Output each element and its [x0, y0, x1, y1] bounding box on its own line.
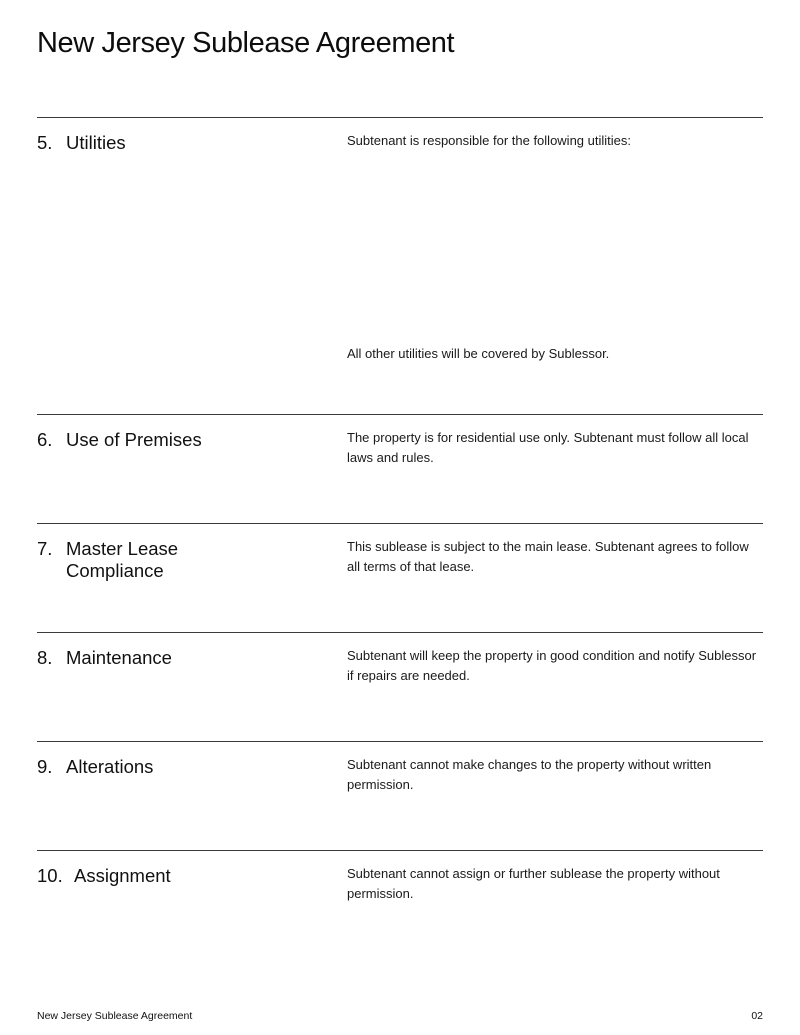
section-master-lease-compliance — [37, 523, 763, 633]
section-title: Use of Premises — [66, 429, 202, 450]
section-body: This sublease is subject to the main lease. Subtenant agrees to follow all terms of that lease. — [347, 539, 749, 574]
section-body: The property is for residential use only. Subtenant must follow all local laws and rules. — [347, 430, 749, 465]
section-heading — [37, 429, 327, 451]
section-title: Alterations — [66, 756, 154, 777]
section-body: Subtenant cannot assign or further sublease the property without permission. — [347, 866, 720, 901]
section-body-note: All other utilities will be covered by Sublessor. — [347, 346, 610, 361]
section-number: 10. — [37, 865, 63, 886]
document-title: New Jersey Sublease Agreement — [37, 27, 455, 59]
section-heading — [37, 132, 327, 154]
section-body: Subtenant cannot make changes to the property without written permission. — [347, 757, 712, 792]
section-number: 5. — [37, 132, 53, 153]
footer-document-name: New Jersey Sublease Agreement — [37, 1010, 193, 1022]
section-number: 7. — [37, 538, 53, 559]
section-number: 8. — [37, 647, 53, 668]
section-heading — [37, 865, 327, 887]
section-title: Master Lease Compliance — [66, 538, 179, 581]
section-number: 6. — [37, 429, 53, 450]
section-heading — [37, 647, 327, 669]
section-heading — [37, 538, 327, 582]
section-alterations — [37, 741, 763, 851]
section-body: Subtenant is responsible for the following utilities: — [347, 133, 631, 148]
section-utilities — [37, 117, 763, 415]
section-assignment — [37, 850, 763, 960]
section-body: Subtenant will keep the property in good condition and notify Sublessor if repairs are needed. — [347, 648, 757, 683]
section-number: 9. — [37, 756, 53, 777]
section-title: Maintenance — [66, 647, 172, 668]
footer-page-number: 02 — [751, 1010, 763, 1022]
section-title: Assignment — [74, 865, 171, 886]
section-title: Utilities — [66, 132, 126, 153]
section-heading — [37, 756, 327, 778]
section-use-of-premises — [37, 414, 763, 524]
section-maintenance — [37, 632, 763, 742]
